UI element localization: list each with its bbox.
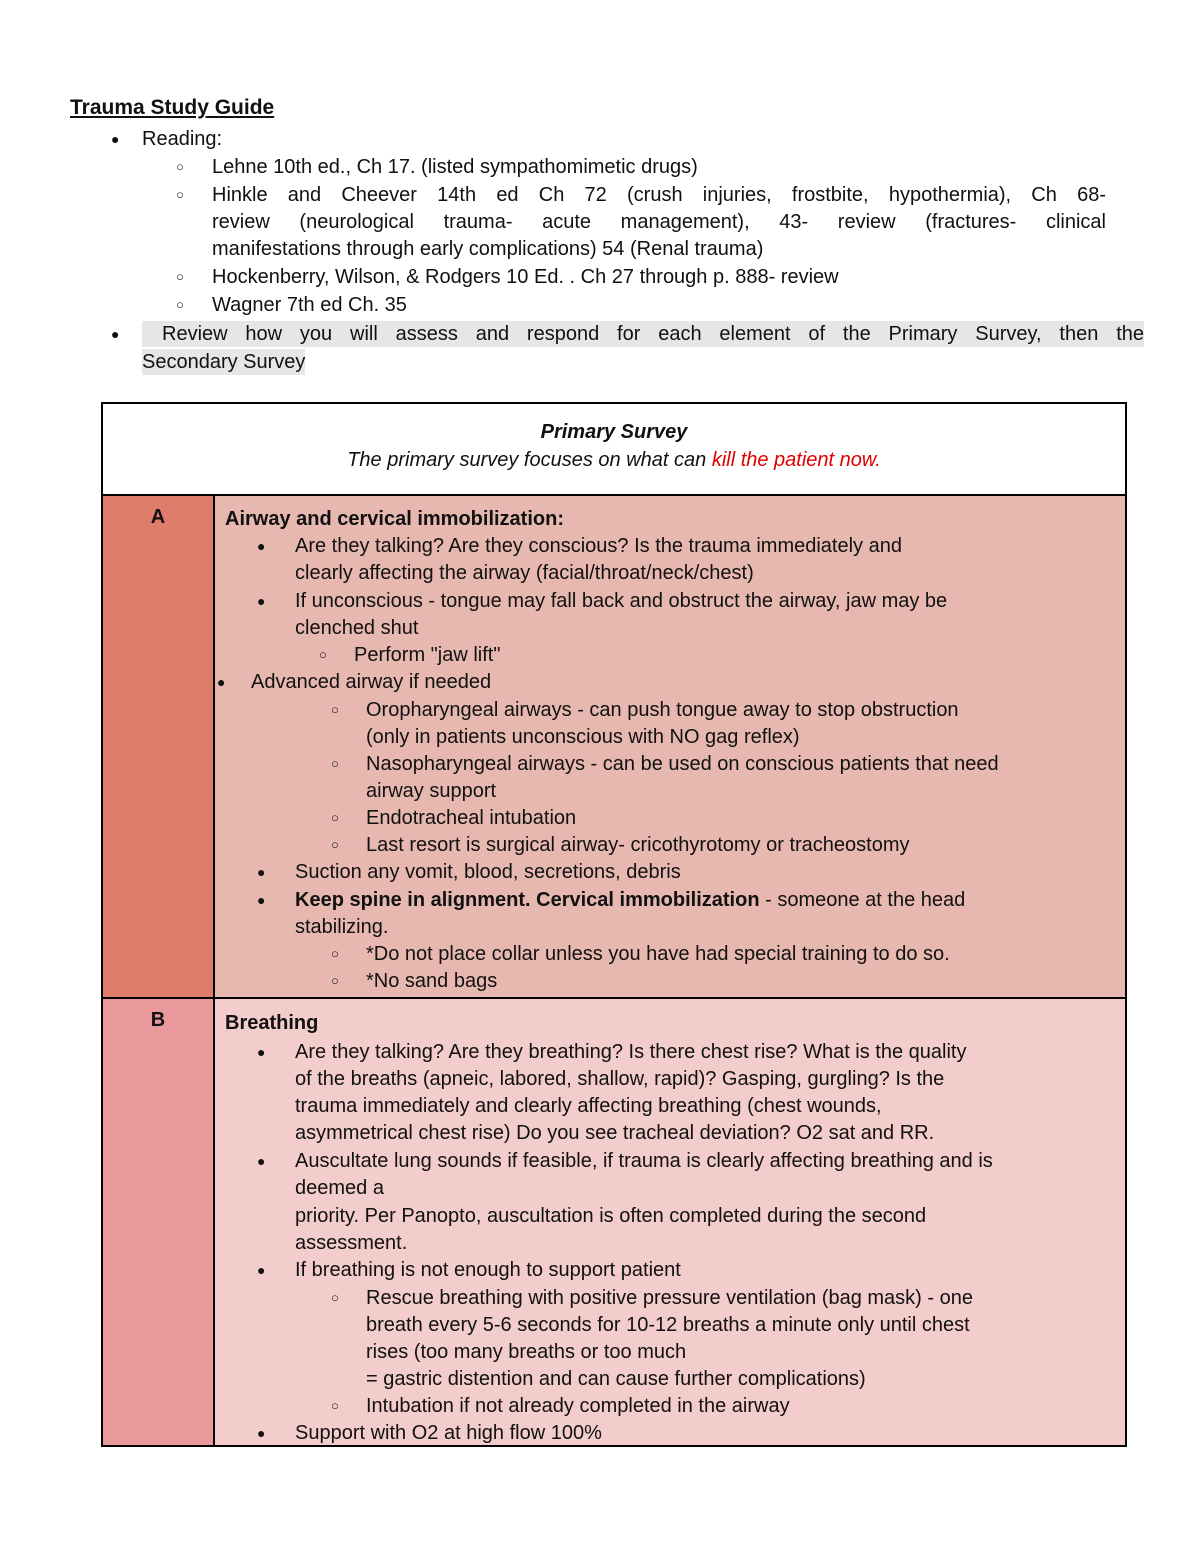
list-item: Are they talking? Are they conscious? Is the trauma immediately and: [295, 535, 902, 557]
list-item: If breathing is not enough to support patient: [295, 1259, 681, 1281]
review-instruction-cont: Secondary Survey: [142, 351, 306, 373]
list-item: clearly affecting the airway (facial/throat/neck/chest): [295, 562, 754, 584]
table-header: [102, 403, 1126, 495]
list-item: Rescue breathing with positive pressure ventilation (bag mask) - one: [366, 1287, 973, 1309]
list-item: *No sand bags: [366, 970, 498, 992]
reading-item: Hockenberry, Wilson, & Rodgers 10 Ed. . Ch 27 through p. 888- review: [212, 266, 839, 288]
circle-bullet-icon: ○: [331, 946, 339, 961]
bullet-icon: ●: [257, 1425, 266, 1441]
list-item: asymmetrical chest rise) Do you see tracheal deviation? O2 sat and RR.: [295, 1122, 935, 1144]
table-subtitle: The primary survey focuses on what can kill the patient now.: [347, 449, 881, 471]
list-item: Endotracheal intubation: [366, 807, 577, 829]
list-item: deemed a: [295, 1177, 384, 1199]
bullet-icon: ●: [257, 538, 266, 554]
list-item: trauma immediately and clearly affecting breathing (chest wounds,: [295, 1095, 882, 1117]
reading-item: Wagner 7th ed Ch. 35: [212, 294, 407, 316]
list-item: Last resort is surgical airway- cricothyrotomy or tracheostomy: [366, 834, 910, 856]
table-title: Primary Survey: [540, 421, 688, 443]
list-item: Keep spine in alignment. Cervical immobilization - someone at the head: [295, 889, 966, 911]
kill-now-highlight: kill the patient now.: [711, 449, 881, 471]
circle-bullet-icon: ○: [176, 187, 184, 202]
list-item: = gastric distention and can cause further complications): [366, 1368, 866, 1390]
list-item: *Do not place collar unless you have had special training to do so.: [366, 943, 950, 965]
row-label-b: B: [102, 998, 214, 1446]
bullet-icon: ●: [257, 892, 266, 908]
list-item: Auscultate lung sounds if feasible, if trauma is clearly affecting breathing and is: [295, 1150, 993, 1172]
circle-bullet-icon: ○: [319, 647, 327, 662]
circle-bullet-icon: ○: [176, 269, 184, 284]
reading-item: Lehne 10th ed., Ch 17. (listed sympathomimetic drugs): [212, 156, 698, 178]
circle-bullet-icon: ○: [331, 973, 339, 988]
bullet-icon: ●: [257, 1262, 266, 1278]
bullet-icon: ●: [217, 674, 226, 690]
list-item: airway support: [366, 780, 497, 802]
list-item: stabilizing.: [295, 916, 389, 938]
reading-item: manifestations through early complications) 54 (Renal trauma): [212, 238, 764, 260]
bullet-icon: ●: [257, 1153, 266, 1169]
circle-bullet-icon: ○: [331, 810, 339, 825]
bullet-icon: ●: [111, 131, 120, 147]
list-item: Advanced airway if needed: [251, 671, 492, 693]
review-instruction: Review how you will assess and respond for each element of the Primary Survey, then the: [142, 321, 1144, 347]
bullet-icon: ●: [111, 326, 120, 342]
list-item: Support with O2 at high flow 100%: [295, 1422, 602, 1444]
list-item: (only in patients unconscious with NO gag reflex): [366, 726, 800, 748]
circle-bullet-icon: ○: [176, 297, 184, 312]
list-item: Perform "jaw lift": [354, 644, 501, 666]
list-item: Intubation if not already completed in the airway: [366, 1395, 790, 1417]
list-item: priority. Per Panopto, auscultation is often completed during the second: [295, 1205, 927, 1227]
list-item: clenched shut: [295, 617, 419, 639]
circle-bullet-icon: ○: [331, 1290, 339, 1305]
document-title: Trauma Study Guide: [70, 96, 275, 119]
reading-label: Reading:: [142, 128, 223, 150]
list-item: Suction any vomit, blood, secretions, debris: [295, 861, 681, 883]
circle-bullet-icon: ○: [331, 702, 339, 717]
circle-bullet-icon: ○: [331, 837, 339, 852]
list-item: rises (too many breaths or too much: [366, 1341, 687, 1363]
list-item: Nasopharyngeal airways - can be used on conscious patients that need: [366, 753, 999, 775]
breathing-heading: Breathing: [225, 1012, 319, 1034]
primary-survey-table: [101, 402, 1127, 1447]
list-item: If unconscious - tongue may fall back and obstruct the airway, jaw may be: [295, 590, 948, 612]
row-label-a: A: [102, 495, 214, 998]
list-item: Are they talking? Are they breathing? Is there chest rise? What is the quality: [295, 1041, 967, 1063]
list-item: breath every 5-6 seconds for 10-12 breaths a minute only until chest: [366, 1314, 970, 1336]
reading-item: review (neurological trauma- acute management), 43- review (fractures- clinical: [212, 211, 1106, 233]
circle-bullet-icon: ○: [331, 1398, 339, 1413]
circle-bullet-icon: ○: [176, 159, 184, 174]
list-item: of the breaths (apneic, labored, shallow, rapid)? Gasping, gurgling? Is the: [295, 1068, 945, 1090]
row-content-b: [214, 998, 1126, 1446]
list-item: assessment.: [295, 1232, 408, 1254]
bullet-icon: ●: [257, 864, 266, 880]
circle-bullet-icon: ○: [331, 756, 339, 771]
bullet-icon: ●: [257, 1044, 266, 1060]
airway-heading: Airway and cervical immobilization:: [225, 508, 564, 530]
bullet-icon: ●: [257, 593, 266, 609]
reading-item: Hinkle and Cheever 14th ed Ch 72 (crush injuries, frostbite, hypothermia), Ch 68-: [212, 184, 1106, 206]
list-item: Oropharyngeal airways - can push tongue away to stop obstruction: [366, 699, 959, 721]
row-content-a: [214, 495, 1126, 998]
